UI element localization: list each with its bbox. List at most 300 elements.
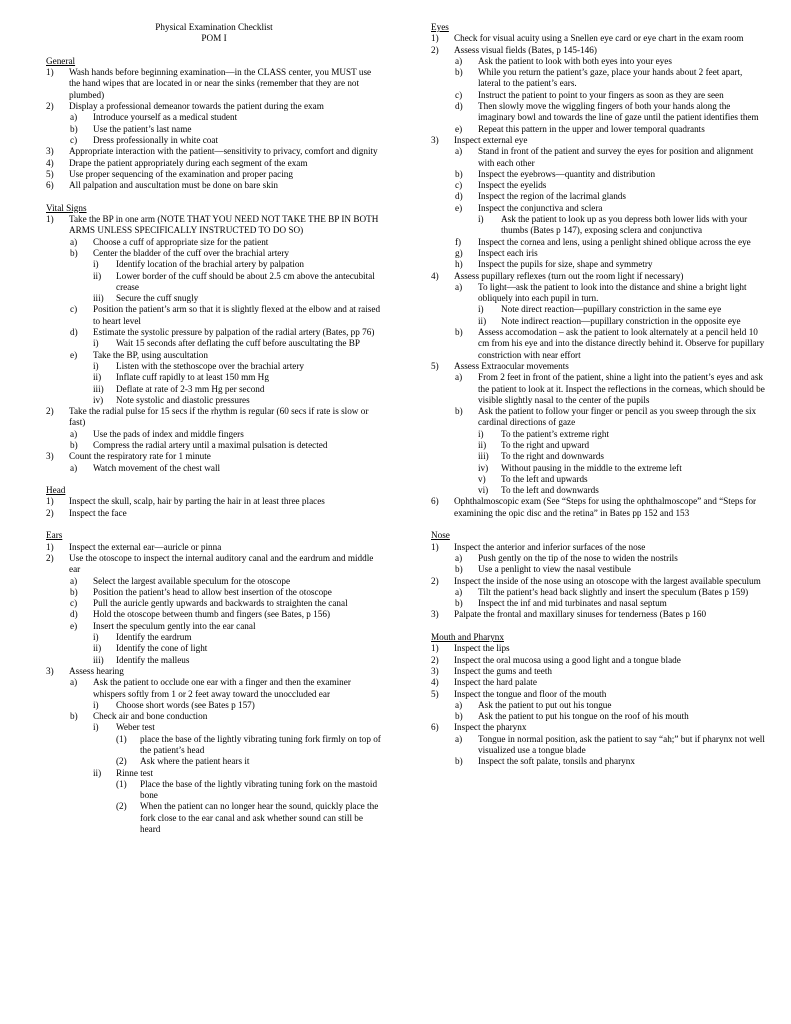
checklist-item [46, 496, 382, 507]
checklist-item [431, 689, 765, 700]
checklist-item [46, 542, 382, 553]
item-marker: g) [455, 247, 463, 258]
checklist-item [431, 361, 765, 372]
checklist-item [46, 643, 382, 654]
checklist-item [431, 643, 765, 654]
item-marker: 3) [46, 451, 54, 462]
item-text: Inspect the skull, scalp, hair by parting the hair in at least three places [69, 496, 325, 507]
item-text: Inspect the anterior and inferior surfaces of the nose [454, 541, 646, 552]
item-text: Ask the patient to put out his tongue [478, 699, 612, 710]
item-marker: ii) [93, 372, 102, 383]
item-marker: a) [455, 372, 463, 383]
item-marker: b) [455, 564, 463, 575]
item-marker: c) [70, 304, 78, 315]
item-marker: 6) [431, 722, 439, 733]
checklist-item [431, 101, 765, 124]
checklist-item [431, 237, 765, 248]
item-marker: b) [455, 711, 463, 722]
item-marker: (1) [116, 733, 127, 744]
checklist-item [431, 214, 765, 237]
item-marker: a) [455, 55, 463, 66]
checklist-item [46, 384, 382, 395]
item-marker: 1) [46, 67, 54, 78]
item-text: Stand in front of the patient and survey the eyes for position and alignment with each other [478, 146, 754, 168]
checklist-item [46, 361, 382, 372]
item-marker: ii) [478, 315, 487, 326]
checklist-item [46, 677, 382, 700]
item-marker: 4) [431, 270, 439, 281]
item-marker: i) [478, 304, 484, 315]
section-heading: Head [46, 485, 66, 496]
item-text: Dress professionally in white coat [93, 134, 219, 145]
item-marker: (2) [116, 801, 127, 812]
checklist-item [431, 440, 765, 451]
checklist-item [46, 293, 382, 304]
checklist-item [431, 169, 765, 180]
item-marker: b) [70, 586, 78, 597]
item-text: Assess Extraocular movements [454, 360, 569, 371]
item-marker: ii) [93, 767, 102, 778]
item-text: Drape the patient appropriately during each segment of the exam [69, 157, 308, 168]
checklist-item [46, 632, 382, 643]
item-marker: ii) [93, 270, 102, 281]
item-text: Inspect the inf and mid turbinates and nasal septum [478, 598, 667, 609]
checklist-item [431, 463, 765, 474]
item-text: Inspect the pupils for size, shape and symmetry [478, 259, 653, 270]
item-marker: 1) [431, 33, 439, 44]
item-text: Use proper sequencing of the examination and proper pacing [69, 168, 293, 179]
right-column [431, 22, 765, 768]
checklist-item [46, 350, 382, 361]
item-text: Use a penlight to view the nasal vestibule [478, 564, 631, 575]
checklist-item [46, 768, 382, 779]
checklist-item [431, 372, 765, 406]
checklist-item [431, 734, 765, 757]
item-marker: (1) [116, 778, 127, 789]
item-text: Compress the radial artery until a maximal pulsation is detected [93, 439, 328, 450]
item-text: Estimate the systolic pressure by palpation of the radial artery (Bates, pp 76) [93, 327, 375, 338]
checklist-item [46, 700, 382, 711]
item-text: Wash hands before beginning examination—in the CLASS center, you MUST use the hand wipes that are located in or near the sinks (remember that they are not plumbed) [69, 67, 372, 100]
item-text: Inspect the oral mucosa using a good light and a tongue blade [454, 654, 681, 665]
left-column [46, 22, 382, 835]
checklist-item [46, 372, 382, 383]
section-heading: Nose [431, 530, 450, 541]
item-marker: a) [70, 575, 78, 586]
item-text: To the left and upwards [501, 473, 588, 484]
checklist-item [431, 485, 765, 496]
item-marker: i) [93, 699, 99, 710]
checklist-item [431, 451, 765, 462]
item-text: Inspect the cornea and lens, using a penlight shined oblique across the eye [478, 236, 751, 247]
item-text: Take the BP, using auscultation [93, 349, 208, 360]
item-marker: iv) [478, 462, 489, 473]
checklist-item [431, 598, 765, 609]
item-marker: iv) [93, 394, 104, 405]
item-text: Display a professional demeanor towards the patient during the exam [69, 101, 324, 112]
item-text: Inspect the region of the lacrimal glands [478, 191, 626, 202]
item-text: When the patient can no longer hear the sound, quickly place the fork close to the ear canal and ask whether sound can still be heard [140, 801, 379, 835]
right-column-body [431, 22, 765, 768]
item-marker: i) [478, 428, 484, 439]
item-marker: iii) [93, 383, 104, 394]
item-text: Inspect the eyebrows—quantity and distribution [478, 168, 656, 179]
checklist-item [431, 655, 765, 666]
spacer [46, 474, 382, 485]
item-marker: 4) [431, 677, 439, 688]
checklist-item [431, 564, 765, 575]
item-text: Then slowly move the wiggling fingers of both your hands along the imaginary bowl and towards the line of gaze until the patient identifies them [478, 101, 759, 123]
checklist-item [431, 33, 765, 44]
item-text: Inspect the external ear—auricle or pinna [69, 541, 222, 552]
item-marker: ii) [478, 439, 487, 450]
checklist-item [46, 711, 382, 722]
item-text: Inspect the inside of the nose using an otoscope with the largest available speculum [454, 575, 761, 586]
checklist-item [46, 587, 382, 598]
checklist-item [46, 67, 382, 101]
item-marker: (2) [116, 756, 127, 767]
item-marker: 3) [431, 609, 439, 620]
item-text: Listen with the stethoscope over the brachial artery [116, 360, 305, 371]
item-text: Inspect the lips [454, 643, 510, 654]
checklist-item [431, 474, 765, 485]
item-text: Ask the patient to look up as you depress both lower lids with your thumbs (Bates p 147), exposing sclera and conjunctiva [501, 214, 748, 236]
item-text: Insert the speculum gently into the ear canal [93, 620, 256, 631]
item-marker: a) [455, 146, 463, 157]
item-text: Rinne test [116, 767, 154, 778]
checklist-item [46, 406, 382, 429]
spacer [46, 45, 382, 56]
item-text: Inspect the pharynx [454, 722, 527, 733]
item-text: Note systolic and diastolic pressures [116, 394, 250, 405]
item-text: Tongue in normal position, ask the patient to say “ah;” but if pharynx not well visualized use a tongue blade [478, 733, 765, 755]
item-text: Deflate at rate of 2-3 mm Hg per second [116, 383, 265, 394]
item-marker: b) [455, 327, 463, 338]
checklist-item [431, 542, 765, 553]
item-text: Inspect the soft palate, tonsils and pharynx [478, 756, 635, 767]
checklist-item [46, 621, 382, 632]
item-text: From 2 feet in front of the patient, shine a light into the patient’s eyes and ask the patient to look at it. Inspect the reflections in the corneas, which should be visible slightly nasal to the center of the pupils [478, 372, 765, 405]
item-text: Assess visual fields (Bates, p 145-146) [454, 44, 597, 55]
item-marker: 2) [431, 654, 439, 665]
checklist-item [431, 180, 765, 191]
checklist-item [431, 711, 765, 722]
item-marker: d) [70, 327, 78, 338]
item-marker: a) [455, 281, 463, 292]
item-marker: a) [455, 586, 463, 597]
item-marker: e) [455, 123, 463, 134]
checklist-item [46, 124, 382, 135]
checklist-item [431, 496, 765, 519]
item-marker: iii) [93, 293, 104, 304]
item-marker: 2) [46, 406, 54, 417]
item-marker: 3) [431, 665, 439, 676]
item-text: Inflate cuff rapidly to at least 150 mm Hg [116, 372, 269, 383]
item-marker: a) [455, 733, 463, 744]
item-marker: c) [455, 180, 463, 191]
checklist-item [431, 316, 765, 327]
item-marker: e) [455, 202, 463, 213]
item-text: Ask where the patient hears it [140, 756, 250, 767]
checklist-item [46, 180, 382, 191]
checklist-item [46, 259, 382, 270]
item-marker: d) [455, 101, 463, 112]
item-text: Pull the auricle gently upwards and backwards to straighten the canal [93, 598, 348, 609]
item-marker: 2) [46, 552, 54, 563]
item-marker: b) [455, 756, 463, 767]
item-marker: c) [455, 89, 463, 100]
checklist-item [46, 112, 382, 123]
item-text: Identify location of the brachial artery by palpation [116, 259, 305, 270]
item-marker: 2) [46, 101, 54, 112]
item-text: All palpation and auscultation must be done on bare skin [69, 180, 278, 191]
checklist-item [431, 45, 765, 56]
checklist-item [46, 734, 382, 757]
item-text: Note indirect reaction—pupillary constriction in the opposite eye [501, 315, 741, 326]
item-text: Inspect the gums and teeth [454, 665, 552, 676]
item-marker: i) [478, 214, 484, 225]
item-marker: b) [455, 598, 463, 609]
item-text: Use the patient’s last name [93, 123, 192, 134]
checklist-item [431, 327, 765, 361]
item-text: Identify the malleus [116, 654, 190, 665]
item-text: Weber test [116, 722, 155, 733]
item-text: To light—ask the patient to look into the distance and shine a bright light obliquely into each pupil in turn. [478, 281, 747, 304]
item-text: Identify the cone of light [116, 643, 208, 654]
item-text: place the base of the lightly vibrating tuning fork firmly on top of the patient’s head [140, 733, 381, 755]
checklist-item [46, 248, 382, 259]
checklist-item [46, 576, 382, 587]
item-marker: 1) [431, 541, 439, 552]
item-text: Position the patient’s arm so that it is slightly flexed at the elbow and at raised to heart level [93, 304, 381, 326]
item-text: Check air and bone conduction [93, 711, 208, 722]
item-marker: a) [70, 428, 78, 439]
item-text: Wait 15 seconds after deflating the cuff before auscultating the BP [116, 338, 361, 349]
item-text: Place the base of the lightly vibrating tuning fork on the mastoid bone [140, 778, 378, 801]
item-marker: a) [70, 677, 78, 688]
item-text: Introduce yourself as a medical student [93, 112, 238, 123]
section-heading: General [46, 55, 76, 66]
item-text: Assess pupillary reflexes (turn out the room light if necessary) [454, 270, 684, 281]
checklist-item [431, 677, 765, 688]
checklist-item [46, 101, 382, 112]
checklist-item [431, 553, 765, 564]
item-text: Tilt the patient’s head back slightly and insert the speculum (Bates p 159) [478, 586, 749, 597]
item-text: Use the otoscope to inspect the internal auditory canal and the eardrum and middle ear [69, 552, 374, 575]
section-heading: Mouth and Pharynx [431, 632, 504, 643]
item-text: To the right and downwards [501, 451, 604, 462]
item-text: Ask the patient to follow your finger or pencil as you sweep through the six cardinal directions of gaze [478, 406, 757, 428]
item-marker: iii) [93, 654, 104, 665]
item-text: Inspect each iris [478, 247, 538, 258]
item-marker: i) [93, 722, 99, 733]
item-marker: 1) [46, 496, 54, 507]
item-marker: 3) [46, 665, 54, 676]
item-marker: 6) [46, 180, 54, 191]
item-marker: ii) [93, 643, 102, 654]
item-text: Appropriate interaction with the patient—sensitivity to privacy, comfort and dignity [69, 146, 378, 157]
item-marker: 5) [46, 168, 54, 179]
spacer [46, 519, 382, 530]
spacer [431, 519, 765, 530]
item-marker: b) [455, 67, 463, 78]
checklist-item [431, 756, 765, 767]
item-text: Inspect the hard palate [454, 677, 537, 688]
item-text: Ophthalmoscopic exam (See “Steps for using the ophthalmoscope” and “Steps for examining the opic disc and the retina” in Bates pp 152 and 153 [454, 496, 757, 518]
checklist-item [431, 203, 765, 214]
item-marker: iii) [478, 451, 489, 462]
checklist-item [46, 508, 382, 519]
item-marker: 1) [431, 643, 439, 654]
spacer [46, 191, 382, 202]
checklist-item [46, 135, 382, 146]
checklist-item [46, 609, 382, 620]
checklist-item [431, 609, 765, 620]
checklist-item [46, 429, 382, 440]
item-marker: e) [70, 620, 78, 631]
item-text: Note direct reaction—pupillary constriction in the same eye [501, 304, 722, 315]
item-text: Ask the patient to put his tongue on the roof of his mouth [478, 711, 689, 722]
checklist-item [431, 56, 765, 67]
item-text: Without pausing in the middle to the extreme left [501, 462, 682, 473]
item-marker: 5) [431, 688, 439, 699]
item-text: Lower border of the cuff should be about 2.5 cm above the antecubital crease [116, 270, 375, 292]
checklist-item [431, 429, 765, 440]
checklist-item [46, 463, 382, 474]
item-marker: i) [93, 338, 99, 349]
checklist-item [46, 327, 382, 338]
item-marker: d) [455, 191, 463, 202]
item-marker: a) [70, 462, 78, 473]
checklist-item [431, 191, 765, 202]
checklist-item [431, 722, 765, 733]
item-marker: 1) [46, 214, 54, 225]
item-marker: v) [478, 473, 486, 484]
checklist-item [46, 271, 382, 294]
item-marker: b) [70, 247, 78, 258]
section-heading: Vital Signs [46, 202, 87, 213]
item-marker: a) [70, 112, 78, 123]
checklist-item [46, 169, 382, 180]
checklist-item [46, 666, 382, 677]
item-marker: i) [93, 259, 99, 270]
item-text: Center the bladder of the cuff over the brachial artery [93, 247, 289, 258]
item-text: Inspect the tongue and floor of the mouth [454, 688, 607, 699]
item-text: Count the respiratory rate for 1 minute [69, 451, 211, 462]
checklist-item [431, 666, 765, 677]
left-column-body [46, 56, 382, 835]
item-marker: f) [455, 236, 462, 247]
checklist-item [46, 756, 382, 767]
item-marker: b) [70, 439, 78, 450]
item-text: Inspect external eye [454, 134, 528, 145]
item-marker: h) [455, 259, 463, 270]
checklist-item [431, 135, 765, 146]
checklist-item [46, 801, 382, 835]
item-text: Push gently on the tip of the nose to widen the nostrils [478, 552, 678, 563]
item-text: Palpate the frontal and maxillary sinuses for tenderness (Bates p 160 [454, 609, 707, 620]
item-text: Choose a cuff of appropriate size for the patient [93, 236, 269, 247]
item-text: Take the radial pulse for 15 secs if the rhythm is regular (60 secs if rate is slow or fast) [69, 406, 369, 428]
checklist-item [46, 440, 382, 451]
checklist-item [431, 248, 765, 259]
item-text: Inspect the conjunctiva and sclera [478, 202, 603, 213]
item-text: To the left and downwards [501, 485, 599, 496]
checklist-item [46, 395, 382, 406]
item-text: Inspect the eyelids [478, 180, 547, 191]
item-text: Select the largest available speculum for the otoscope [93, 575, 291, 586]
item-text: Take the BP in one arm (NOTE THAT YOU NEED NOT TAKE THE BP IN BOTH ARMS UNLESS SPECIFICALLY INSTRUCTED TO DO SO) [69, 214, 379, 236]
checklist-item [431, 700, 765, 711]
item-text: While you return the patient’s gaze, place your hands about 2 feet apart, lateral to the patient’s ears. [478, 67, 743, 89]
item-marker: a) [455, 699, 463, 710]
checklist-item [46, 237, 382, 248]
item-text: Identify the eardrum [116, 632, 192, 643]
item-marker: 1) [46, 541, 54, 552]
spacer [431, 621, 765, 632]
checklist-item [46, 598, 382, 609]
checklist-item [431, 90, 765, 101]
item-text: Ask the patient to look with both eyes into your eyes [478, 55, 672, 66]
item-marker: 3) [431, 134, 439, 145]
checklist-item [46, 553, 382, 576]
checklist-item [46, 451, 382, 462]
item-marker: c) [70, 134, 78, 145]
item-marker: 5) [431, 360, 439, 371]
checklist-item [46, 158, 382, 169]
checklist-item [431, 576, 765, 587]
item-text: Instruct the patient to point to your fingers as soon as they are seen [478, 89, 724, 100]
item-marker: b) [70, 123, 78, 134]
item-text: Inspect the face [69, 507, 127, 518]
item-marker: 3) [46, 146, 54, 157]
section-heading: Ears [46, 530, 63, 541]
item-text: Position the patient’s head to allow best insertion of the otoscope [93, 586, 332, 597]
item-marker: 4) [46, 157, 54, 168]
checklist-item [431, 67, 765, 90]
item-text: Use the pads of index and middle fingers [93, 428, 244, 439]
item-marker: b) [70, 711, 78, 722]
item-marker: e) [70, 349, 78, 360]
checklist-item [46, 338, 382, 349]
item-text: Secure the cuff snugly [116, 293, 199, 304]
item-text: Assess accomodation – ask the patient to look alternately at a pencil held 10 cm from his eye and into the distance directly behind it. Observe for pupillary constriction with near effort [478, 327, 765, 360]
checklist-item [46, 146, 382, 157]
section-heading: Eyes [431, 22, 449, 32]
item-marker: 6) [431, 496, 439, 507]
checklist-item [46, 779, 382, 802]
item-text: Watch movement of the chest wall [93, 462, 221, 473]
item-marker: c) [70, 598, 78, 609]
checklist-item [431, 587, 765, 598]
item-marker: vi) [478, 485, 489, 496]
checklist-item [431, 406, 765, 429]
item-text: To the right and upward [501, 439, 590, 450]
document-subtitle: POM I [201, 33, 227, 44]
item-marker: a) [455, 552, 463, 563]
checklist-item [46, 304, 382, 327]
item-marker: i) [93, 360, 99, 371]
checklist-item [431, 282, 765, 305]
item-text: To the patient’s extreme right [501, 428, 610, 439]
checklist-item [431, 124, 765, 135]
item-marker: a) [70, 236, 78, 247]
item-marker: i) [93, 632, 99, 643]
item-marker: 2) [46, 507, 54, 518]
checklist-item [431, 146, 765, 169]
checklist-item [46, 655, 382, 666]
checklist-item [46, 722, 382, 733]
